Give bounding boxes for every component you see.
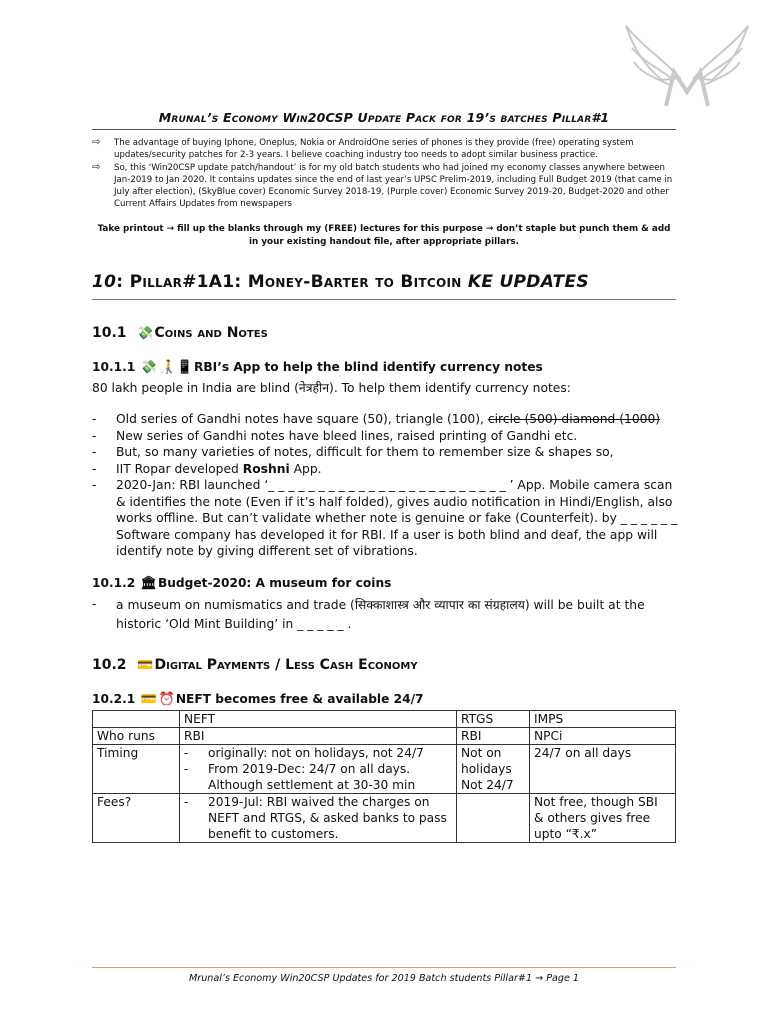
table-cell: Who runs <box>93 728 180 745</box>
list-item: - originally: not on holidays, not 24/7 <box>184 746 424 760</box>
bullet-text: App. <box>289 461 322 476</box>
table-row <box>93 711 676 728</box>
bullet-text: IIT Ropar developed <box>116 461 243 476</box>
bold-text: Roshni <box>242 461 290 476</box>
right-double-arrow-icon: ⇨ <box>92 161 101 173</box>
table-cell: Not on holidays Not 24/7 <box>457 745 530 794</box>
subsection-number: 10.1.2 <box>92 576 136 590</box>
table-row <box>93 794 676 843</box>
table-cell <box>180 745 457 794</box>
struck-text: circle (500) diamond (1000) <box>487 412 661 426</box>
money-bag-icon: 💸 <box>140 360 157 375</box>
list-item: - But, so many varieties of notes, difficult for them to remember size & shapes so, <box>92 444 682 461</box>
intro-block <box>92 137 676 211</box>
table-cell <box>93 711 180 728</box>
blind-person-icon: 🧑‍🦯 <box>158 360 175 375</box>
table-cell: Fees? <box>93 794 180 843</box>
bullet-list <box>92 411 682 560</box>
subsection-heading-10-1-1 <box>92 360 543 375</box>
intro-text: The advantage of buying Iphone, Oneplus, Nokia or AndroidOne series of phones is they provide (free) operating system updates/security patches for 2-3 years. I believe coaching industry too needs to adopt similar business practice. <box>114 138 634 161</box>
subsection-title: RBI’s App to help the blind identify currency notes <box>194 360 543 374</box>
bullet-text: a museum on numismatics and trade (सिक्काशास्त्र और व्यापार का संग्रहालय) will be built at the historic ‘Old Mint Building’ in _ _ _ _ _ . <box>116 598 645 631</box>
section-heading-10-1 <box>92 325 268 341</box>
section-number: 10.1 <box>92 325 127 341</box>
subsection-number: 10.1.1 <box>92 360 136 374</box>
list-item: - From 2019-Dec: 24/7 on all days. Although settlement at 30-30 min <box>184 761 452 793</box>
paragraph: 80 lakh people in India are blind (नेत्रहीन). To help them identify currency notes: <box>92 381 571 395</box>
bullet-text: But, so many varieties of notes, difficult for them to remember size & shapes so, <box>116 445 614 459</box>
list-item: - New series of Gandhi notes have bleed lines, raised printing of Gandhi etc. <box>92 428 682 445</box>
table-header-cell: RTGS <box>457 711 530 728</box>
pillar-heading <box>92 272 589 292</box>
museum-icon: 🏛 <box>140 576 157 591</box>
section-number: 10.2 <box>92 657 127 673</box>
cell-text: originally: not on holidays, not 24/7 <box>208 746 424 760</box>
list-item: - 2020-Jan: RBI launched ‘_ _ _ _ _ _ _ _ _ _ _ _ _ _ _ _ _ _ _ _ _ _ _ _ ’ App. Mobile camera scan & identifies the note (Even if it’s half folded), gives audio notification in Hindi/English, also works offline. But can’t validate whether note is genuine or fake (Counterfeit). by _ _ _ _ _ _ Software company has developed it for RBI. If a user is both blind and deaf, the app will identify note by giving different set of vibrations. <box>92 477 682 560</box>
subsection-heading-10-1-2 <box>92 576 391 591</box>
section-title: Digital Payments / Less Cash Economy <box>154 657 418 673</box>
intro-text: So, this ‘Win20CSP update patch/handout’ is for my old batch students who had joined my economy classes anywhere between Jan-2019 to Jan 2020. It contains updates since the end of last year’s UPSC Prelim-2019, including Full Budget 2019 (that came in July after election), (SkyBlue cover) Economic Survey 2018-19, (Purple cover) Economic Survey 2019-20, Budget-2020 and other Current Affairs Updates from newspapers <box>114 162 673 210</box>
pillar-title: : Pillar#1A1: Money-Barter to Bitcoin <box>116 272 462 292</box>
winged-logo-icon <box>622 18 752 110</box>
table-header-cell: NEFT <box>180 711 457 728</box>
intro-item <box>92 162 676 211</box>
list-item: - a museum on numismatics and trade (सिक्काशास्त्र और व्यापार का संग्रहालय) will be built at the historic ‘Old Mint Building’ in _ _ _ _ _ . <box>92 596 682 634</box>
money-bag-icon: 💸 <box>137 326 154 341</box>
list-item: - Old series of Gandhi notes have square (50), triangle (100), circle (500) diamond (1000) <box>92 412 661 426</box>
printout-instructions: Take printout → fill up the blanks through my (FREE) lectures for this purpose → don’t staple but punch them & add in your existing handout file, after appropriate pillars. <box>97 224 671 247</box>
bullet-text: Old series of Gandhi notes have square (50), triangle (100), <box>116 412 488 426</box>
subsection-number: 10.2.1 <box>92 692 136 706</box>
subsection-title: Budget-2020: A museum for coins <box>157 576 392 590</box>
table-cell: RBI <box>180 728 457 745</box>
pillar-number: 10 <box>92 272 117 292</box>
bullet-text: New series of Gandhi notes have bleed lines, raised printing of Gandhi etc. <box>116 428 578 443</box>
card-icon: 💳 <box>140 692 157 707</box>
table-header-cell: IMPS <box>530 711 676 728</box>
bullet-text: 2020-Jan: RBI launched ‘_ _ _ _ _ _ _ _ _ _ _ _ _ _ _ _ _ _ _ _ _ _ _ _ ’ App. Mobile camera scan & identifies the note (Even if it’s half folded), gives audio notification in Hindi/English, also works offline. But can’t validate whether note is genuine or fake (Counterfeit). by _ _ _ _ _ _ Software company has developed it for RBI. If a user is both blind and deaf, the app will identify note by giving different set of vibrations. <box>116 478 678 558</box>
list-item: - 2019-Jul: RBI waived the charges on NEFT and RTGS, & asked banks to pass benefit to customers. <box>184 794 452 842</box>
cell-text: 2019-Jul: RBI waived the charges on NEFT and RTGS, & asked banks to pass benefit to customers. <box>208 795 447 841</box>
intro-item <box>92 137 676 162</box>
payment-comparison-table <box>92 710 676 843</box>
table-cell: Not free, though SBI & others gives free upto “₹.x” <box>530 794 676 843</box>
document-title: Mrunal’s Economy Win20CSP Update Pack for 19’s batches Pillar#1 <box>158 110 610 125</box>
right-double-arrow-icon: ⇨ <box>92 137 101 148</box>
pillar-suffix: KE UPDATES <box>461 272 589 292</box>
section-heading-10-2 <box>92 657 418 673</box>
clock-icon: ⏰ <box>158 692 175 707</box>
cell-text: From 2019-Dec: 24/7 on all days. Although settlement at 30-30 min <box>208 762 416 792</box>
bullet-list <box>92 596 682 634</box>
section-title: Coins and Notes <box>154 325 268 341</box>
table-cell: Timing <box>93 745 180 794</box>
table-row <box>93 745 676 794</box>
title-rule <box>92 129 676 130</box>
phone-icon: 📱 <box>176 360 193 375</box>
cell-list <box>184 794 452 842</box>
subsection-heading-10-2-1 <box>92 692 424 707</box>
table-cell <box>457 794 530 843</box>
list-item: - IIT Ropar developed Roshni App. <box>92 461 322 476</box>
table-cell: RBI <box>457 728 530 745</box>
table-cell: 24/7 on all days <box>530 745 676 794</box>
table-cell: NPCi <box>530 728 676 745</box>
pillar-rule <box>92 299 676 300</box>
table-row <box>93 728 676 745</box>
table-cell <box>180 794 457 843</box>
footer-rule <box>92 967 676 968</box>
subsection-title: NEFT becomes free & available 24/7 <box>175 692 424 706</box>
cell-list <box>184 745 452 793</box>
card-icon: 💳 <box>137 658 154 673</box>
page-footer: Mrunal’s Economy Win20CSP Updates for 2019 Batch students Pillar#1 → Page 1 <box>188 973 580 984</box>
